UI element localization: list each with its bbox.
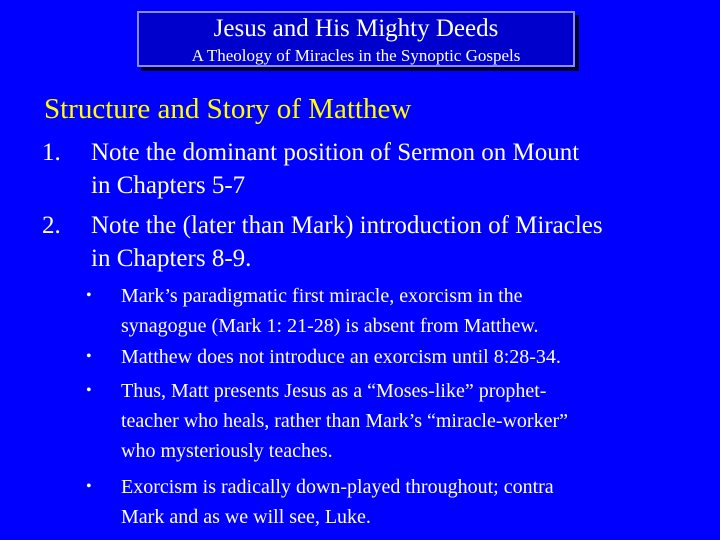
item-number: 1. xyxy=(42,139,61,166)
slide-title: Jesus and His Mighty Deeds xyxy=(213,15,499,42)
bullet-dot: • xyxy=(86,382,92,399)
bullet-text xyxy=(121,376,711,466)
bullet-text-line: Mark and as we will see, Luke. xyxy=(121,506,371,528)
bullet-text-line: Mark’s paradigmatic first miracle, exorcism in the xyxy=(121,285,523,307)
bullet-text-line: who mysteriously teaches. xyxy=(121,440,333,462)
item-text-line: in Chapters 8-9. xyxy=(91,245,252,272)
bullet-text xyxy=(121,472,711,532)
bullet-text-line: Exorcism is radically down-played throughout; contra xyxy=(121,476,554,498)
item-text-line: in Chapters 5-7 xyxy=(91,172,246,199)
bullet-text xyxy=(121,281,711,341)
bullet-text-line: synagogue (Mark 1: 21-28) is absent from Matthew. xyxy=(121,315,539,337)
bullet-text-line: Matthew does not introduce an exorcism until 8:28-34. xyxy=(121,346,561,368)
bullet-text xyxy=(121,342,711,372)
title-box xyxy=(137,11,575,67)
item-text xyxy=(91,209,691,275)
bullet-dot: • xyxy=(86,287,92,304)
bullet-dot: • xyxy=(86,478,92,495)
item-text-line: Note the dominant position of Sermon on Mount xyxy=(91,139,580,166)
section-heading: Structure and Story of Matthew xyxy=(44,93,412,125)
bullet-text-line: Thus, Matt presents Jesus as a “Moses-like” prophet- xyxy=(121,380,547,402)
item-number: 2. xyxy=(42,212,61,239)
item-text-line: Note the (later than Mark) introduction of Miracles xyxy=(91,212,603,239)
bullet-text-line: teacher who heals, rather than Mark’s “miracle-worker” xyxy=(121,410,569,432)
item-text xyxy=(91,136,691,202)
bullet-dot: • xyxy=(86,348,92,365)
slide-subtitle: A Theology of Miracles in the Synoptic Gospels xyxy=(191,46,521,65)
